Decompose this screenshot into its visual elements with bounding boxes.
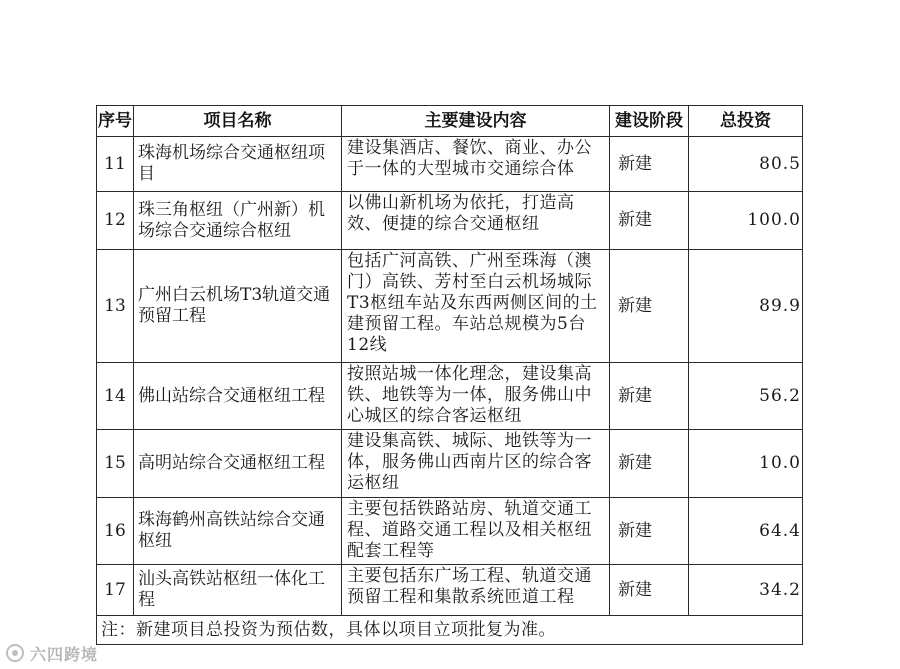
total-investment: 10.0 xyxy=(689,430,803,498)
row-number: 12 xyxy=(97,192,134,250)
total-investment: 80.5 xyxy=(689,137,803,192)
total-investment: 34.2 xyxy=(689,565,803,616)
construction-phase: 新建 xyxy=(610,250,689,363)
row-number: 11 xyxy=(97,137,134,192)
row-number: 17 xyxy=(97,565,134,616)
construction-content: 建设集酒店、餐饮、商业、办公于一体的大型城市交通综合体 xyxy=(342,137,610,192)
project-name: 珠海机场综合交通枢纽项目 xyxy=(134,137,342,192)
header-phase: 建设阶段 xyxy=(610,106,689,137)
project-name: 珠三角枢纽（广州新）机场综合交通综合枢纽 xyxy=(134,192,342,250)
header-investment: 总投资 xyxy=(689,106,803,137)
project-name: 珠海鹤州高铁站综合交通枢纽 xyxy=(134,498,342,565)
table-row xyxy=(97,430,803,498)
row-number: 15 xyxy=(97,430,134,498)
construction-phase: 新建 xyxy=(610,363,689,430)
table-note-row xyxy=(97,616,803,645)
construction-phase: 新建 xyxy=(610,498,689,565)
table-row xyxy=(97,498,803,565)
total-investment: 89.9 xyxy=(689,250,803,363)
document-page xyxy=(96,105,802,645)
construction-content: 主要包括铁路站房、轨道交通工程、道路交通工程以及相关枢纽配套工程等 xyxy=(342,498,610,565)
header-content: 主要建设内容 xyxy=(342,106,610,137)
project-table xyxy=(96,105,803,645)
header-no: 序号 xyxy=(97,106,134,137)
table-row xyxy=(97,363,803,430)
row-number: 14 xyxy=(97,363,134,430)
project-name: 高明站综合交通枢纽工程 xyxy=(134,430,342,498)
watermark-text: 六四跨境 xyxy=(30,644,99,664)
header-name: 项目名称 xyxy=(134,106,342,137)
table-row xyxy=(97,137,803,192)
table-note: 注：新建项目总投资为预估数，具体以项目立项批复为准。 xyxy=(97,616,803,645)
construction-phase: 新建 xyxy=(610,137,689,192)
construction-content: 按照站城一体化理念，建设集高铁、地铁等为一体，服务佛山中心城区的综合客运枢纽 xyxy=(342,363,610,430)
table-header-row xyxy=(97,106,803,137)
construction-content: 以佛山新机场为依托，打造高效、便捷的综合交通枢纽 xyxy=(342,192,610,250)
construction-content: 建设集高铁、城际、地铁等为一体，服务佛山西南片区的综合客运枢纽 xyxy=(342,430,610,498)
construction-phase: 新建 xyxy=(610,430,689,498)
construction-phase: 新建 xyxy=(610,192,689,250)
table-row xyxy=(97,250,803,363)
table-row xyxy=(97,565,803,616)
total-investment: 64.4 xyxy=(689,498,803,565)
total-investment: 56.2 xyxy=(689,363,803,430)
table-row xyxy=(97,192,803,250)
project-name: 佛山站综合交通枢纽工程 xyxy=(134,363,342,430)
project-name: 汕头高铁站枢纽一体化工程 xyxy=(134,565,342,616)
construction-content: 包括广河高铁、广州至珠海（澳门）高铁、芳村至白云机场城际T3枢纽车站及东西两侧区间的土建预留工程。车站总规模为5台12线 xyxy=(342,250,610,363)
construction-content: 主要包括东广场工程、轨道交通预留工程和集散系统匝道工程 xyxy=(342,565,610,616)
circle-logo-icon xyxy=(6,644,24,662)
watermark xyxy=(6,642,98,664)
total-investment: 100.0 xyxy=(689,192,803,250)
row-number: 16 xyxy=(97,498,134,565)
construction-phase: 新建 xyxy=(610,565,689,616)
project-name: 广州白云机场T3轨道交通预留工程 xyxy=(134,250,342,363)
row-number: 13 xyxy=(97,250,134,363)
